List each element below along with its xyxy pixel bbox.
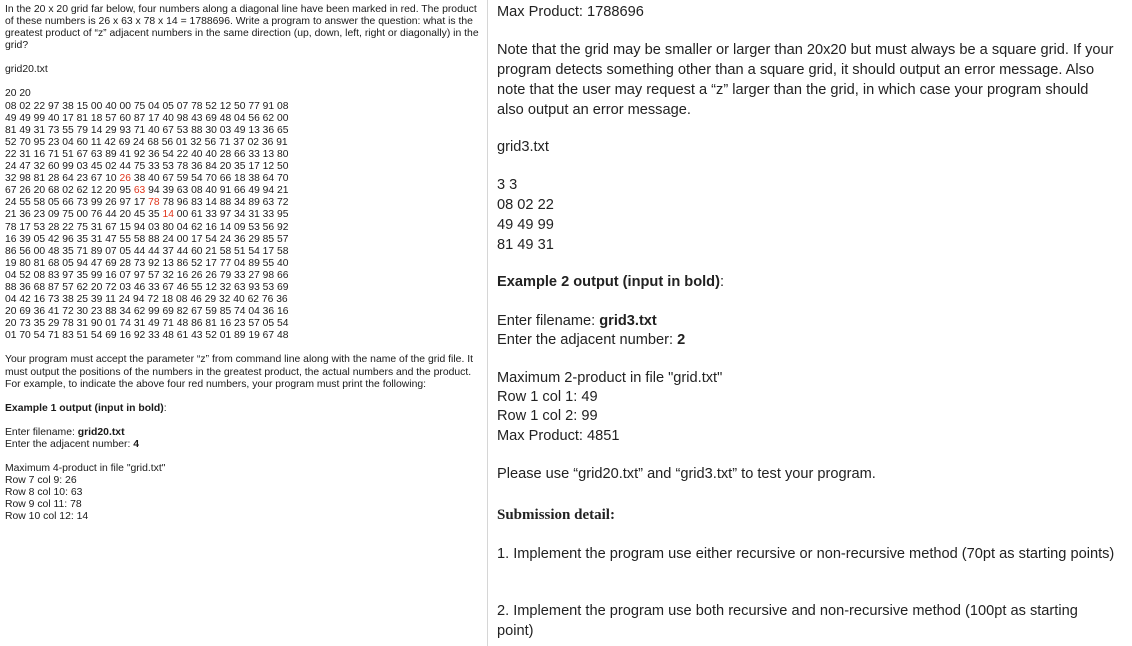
- grid-row-text: 22 31 16 71 51 67 63 89 41 92 36 54 22 40 40 28 66 33 13 80: [5, 148, 289, 160]
- top-max-product: Max Product: 1788696: [497, 4, 644, 20]
- example2-heading: Example 2 output (input in bold):: [497, 274, 725, 290]
- grid20-row: [5, 137, 486, 149]
- highlighted-number: 78: [148, 197, 160, 209]
- requirement-paragraph: Your program must accept the parameter “z” from command line along with the name of the grid file. It must output the positions of the numbers in the greatest product, the actual numbers and the product. For example, to indicate the above four red numbers, your program must print the following:: [5, 354, 473, 390]
- grid20-row: [5, 101, 486, 113]
- grid-row-text: 52 70 95 23 04 60 11 42 69 24 68 56 01 32 56 71 37 02 36 91: [5, 136, 288, 148]
- grid-row-text: 86 56 00 48 35 71 89 07 05 44 44 37 44 60 21 58 51 54 17 58: [5, 245, 289, 257]
- grid20-row: [5, 246, 486, 258]
- grid-row-text: 20 69 36 41 72 30 23 88 34 62 99 69 82 67 59 85 74 04 36 16: [5, 306, 289, 318]
- grid-row-text: 04 42 16 73 38 25 39 11 24 94 72 18 08 46 29 32 40 62 76 36: [5, 294, 288, 306]
- grid-row-text: 78 17 53 28 22 75 31 67 15 94 03 80 04 62 16 14 09 53 56 92: [5, 221, 289, 233]
- example1-filename-prompt: Enter filename: grid20.txt: [5, 426, 125, 438]
- grid20-row: [5, 173, 486, 185]
- grid-row-text: 67 26 20 68 02 62 12 20 95: [5, 185, 134, 197]
- example1-output-row: Row 10 col 12: 14: [5, 511, 89, 523]
- grid20-row: [5, 330, 486, 342]
- grid-row-text: 78 96 83 14 88 34 89 63 72: [159, 197, 289, 209]
- grid3-line: 08 02 22: [497, 197, 554, 213]
- example2-output-row: Row 1 col 2: 99: [497, 408, 598, 424]
- grid-row-text: 08 02 22 97 38 15 00 40 00 75 04 05 07 78 52 12 50 77 91 08: [5, 100, 289, 112]
- grid20-row: [5, 258, 486, 270]
- grid20-size-line: 20 20: [5, 88, 31, 100]
- grid20-row: [5, 306, 486, 318]
- example2-adjacent-prompt: Enter the adjacent number: 2: [497, 332, 686, 348]
- grid20-row: [5, 318, 486, 330]
- grid20-row: [5, 161, 486, 173]
- grid3-line: 3 3: [497, 177, 518, 193]
- example1-output-row: Row 9 col 11: 78: [5, 499, 82, 511]
- grid20-row: [5, 282, 486, 294]
- grid3-block: [497, 175, 554, 255]
- highlighted-number: 63: [133, 185, 146, 197]
- submission-heading: Submission detail:: [497, 507, 615, 523]
- example1-output-row: Row 8 col 10: 63: [5, 487, 83, 499]
- grid20-row: [5, 113, 486, 125]
- grid-row-text: 24 47 32 60 99 03 45 02 44 75 33 53 78 36 84 20 35 17 12 50: [5, 161, 289, 173]
- grid20-row: [5, 149, 486, 161]
- grid-row-text: 16 39 05 42 96 35 31 47 55 58 88 24 00 17 54 24 36 29 85 57: [5, 233, 289, 245]
- column-divider: [487, 0, 488, 646]
- intro-paragraph: In the 20 x 20 grid far below, four numbers along a diagonal line have been marked in red. The product of these numbers is 26 x 63 x 78 x 14 = 1788696. Write a program to answer the question: what is the greatest product of “z” adjacent numbers in the same direction (up, down, left, right or diagonally) in the grid?: [5, 4, 479, 52]
- grid-row-text: 20 73 35 29 78 31 90 01 74 31 49 71 48 86 81 16 23 57 05 54: [5, 318, 289, 330]
- grid-row-text: 00 61 33 97 34 31 33 95: [173, 209, 289, 221]
- grid3-filename: grid3.txt: [497, 139, 549, 155]
- grid20-row: [5, 185, 486, 197]
- test-note: Please use “grid20.txt” and “grid3.txt” to test your program.: [497, 466, 876, 482]
- example2-filename-prompt: Enter filename: grid3.txt: [497, 313, 657, 329]
- grid-row-text: 81 49 31 73 55 79 14 29 93 71 40 67 53 88 30 03 49 13 36 65: [5, 124, 289, 136]
- grid-row-text: 01 70 54 71 83 51 54 69 16 92 33 48 61 43 52 01 89 19 67 48: [5, 330, 289, 342]
- example1-heading: Example 1 output (input in bold):: [5, 402, 167, 414]
- grid-row-text: 24 55 58 05 66 73 99 26 97 17: [5, 197, 149, 209]
- example1-adjacent-prompt: Enter the adjacent number: 4: [5, 438, 140, 450]
- note-paragraph: Note that the grid may be smaller or larger than 20x20 but must always be a square grid. If your program detects something other than a square grid, it should output an error message. Also note that the user may request a “z” larger than the grid, in which case your program should also output an error message.: [497, 42, 1114, 118]
- grid20-row: [5, 209, 486, 221]
- grid3-line: 49 49 99: [497, 217, 554, 233]
- highlighted-number: 14: [162, 209, 174, 221]
- grid20-row: [5, 197, 486, 209]
- grid20-row: [5, 294, 486, 306]
- grid20-row: [5, 125, 486, 137]
- grid20-row: [5, 234, 486, 246]
- example2-max-product: Max Product: 4851: [497, 428, 620, 444]
- grid-row-text: 04 52 08 83 97 35 99 16 07 97 57 32 16 26 26 79 33 27 98 66: [5, 269, 289, 281]
- grid20-row: [5, 222, 486, 234]
- grid20-block: [5, 101, 486, 343]
- example2-output-row: Row 1 col 1: 49: [497, 389, 598, 405]
- grid20-row: [5, 270, 486, 282]
- example2-output-title: Maximum 2-product in file "grid.txt": [497, 370, 723, 386]
- grid-row-text: 19 80 81 68 05 94 47 69 28 73 92 13 86 52 17 77 04 89 55 40: [5, 257, 289, 269]
- grid-row-text: 88 36 68 87 57 62 20 72 03 46 33 67 46 55 12 32 63 93 53 69: [5, 281, 289, 293]
- grid-row-text: 94 39 63 08 40 91 66 49 94 21: [145, 185, 289, 197]
- grid-row-text: 21 36 23 09 75 00 76 44 20 45 35: [5, 209, 163, 221]
- example1-output-row: Row 7 col 9: 26: [5, 475, 77, 487]
- grid3-line: 81 49 31: [497, 237, 554, 253]
- grid-row-text: 32 98 81 28 64 23 67 10: [5, 173, 120, 185]
- example1-output-title: Maximum 4-product in file "grid.txt": [5, 463, 166, 474]
- grid-row-text: 49 49 99 40 17 81 18 57 60 87 17 40 98 43 69 48 04 56 62 00: [5, 112, 289, 124]
- highlighted-number: 26: [119, 173, 131, 185]
- submission-item-1: 1. Implement the program use either recursive or non-recursive method (70pt as starting points): [497, 546, 1115, 562]
- right-column: [497, 0, 1122, 646]
- grid20-filename: grid20.txt: [5, 64, 48, 76]
- grid-row-text: 38 40 67 59 54 70 66 18 38 64 70: [130, 173, 289, 185]
- submission-item-2: 2. Implement the program use both recursive and non-recursive method (100pt as starting point): [497, 603, 1078, 639]
- left-column: [0, 0, 486, 646]
